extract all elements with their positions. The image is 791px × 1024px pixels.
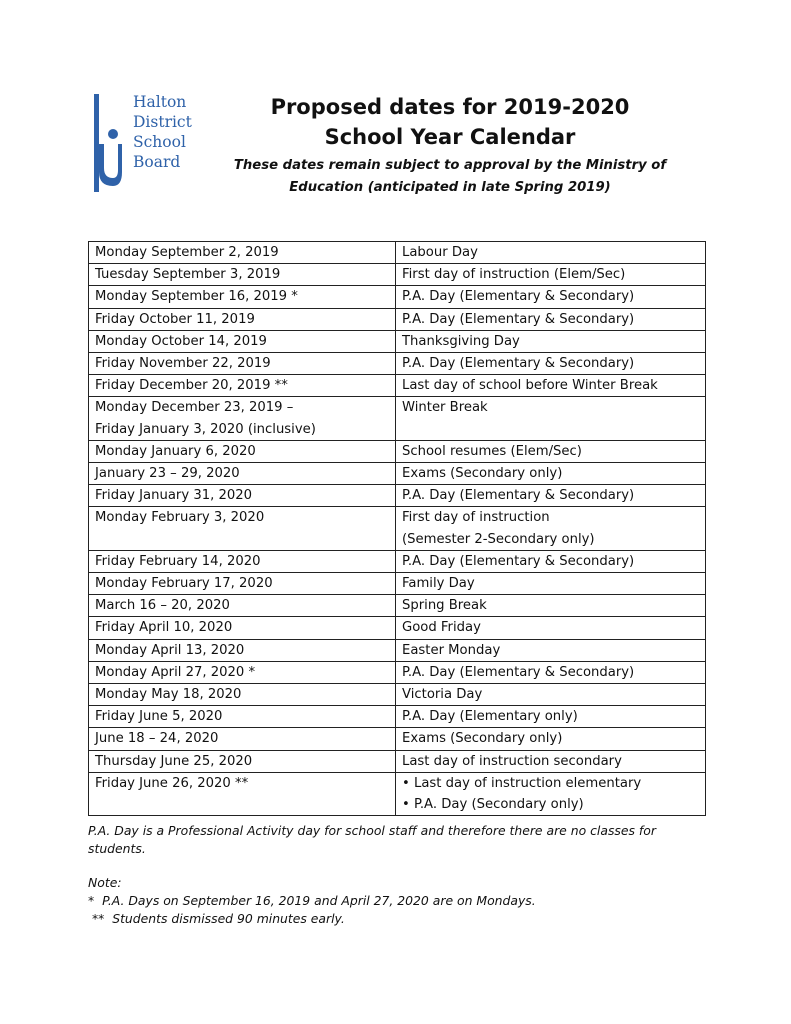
table-row [89, 330, 706, 352]
table-row [89, 639, 706, 661]
date-text: January 23 – 29, 2020 [95, 466, 240, 482]
date-text: Monday September 16, 2019 * [95, 289, 298, 305]
table-row [89, 507, 706, 550]
event-cell [396, 463, 706, 485]
date-cell [89, 728, 396, 750]
date-cell [89, 397, 396, 440]
date-text: Friday December 20, 2019 ** [95, 378, 288, 394]
date-cell [89, 264, 396, 286]
event-cell [396, 706, 706, 728]
note-2: ** Students dismissed 90 minutes early. [88, 911, 345, 926]
footnote-line-1: P.A. Day is a Professional Activity day for school staff and therefore there are no classes for [88, 823, 656, 838]
date-text: March 16 – 20, 2020 [95, 598, 230, 614]
event-cell [396, 595, 706, 617]
pa-day-footnote [88, 822, 688, 858]
event-cell [396, 308, 706, 330]
date-text: June 18 – 24, 2020 [95, 731, 219, 747]
logo-wordmark [133, 92, 192, 172]
table-row [89, 353, 706, 375]
event-text: Last day of school before Winter Break [402, 378, 658, 394]
date-text: Monday April 27, 2020 * [95, 664, 256, 680]
date-cell [89, 617, 396, 639]
event-text: Good Friday [402, 620, 481, 636]
date-cell [89, 639, 396, 661]
event-cell [396, 397, 706, 440]
event-text: Victoria Day [402, 687, 483, 703]
title-line-2: School Year Calendar [324, 125, 576, 149]
header [210, 92, 690, 199]
date-cell [89, 772, 396, 815]
event-cell [396, 728, 706, 750]
table-row [89, 661, 706, 683]
table-row [89, 684, 706, 706]
logo-line: School [133, 133, 186, 151]
event-cell [396, 440, 706, 462]
event-cell [396, 264, 706, 286]
event-text: (Semester 2-Secondary only) [402, 531, 595, 547]
table-row [89, 463, 706, 485]
date-text: Monday October 14, 2019 [95, 333, 267, 349]
date-cell [89, 485, 396, 507]
event-cell [396, 639, 706, 661]
event-text: Easter Monday [402, 642, 501, 658]
event-text: Labour Day [402, 245, 478, 260]
date-text: Friday June 26, 2020 ** [95, 775, 249, 791]
event-cell [396, 485, 706, 507]
table-row [89, 617, 706, 639]
date-text: Monday May 18, 2020 [95, 687, 242, 703]
table-row [89, 440, 706, 462]
date-text: Friday April 10, 2020 [95, 620, 233, 636]
event-text: P.A. Day (Elementary & Secondary) [402, 488, 635, 504]
logo-line: District [133, 113, 192, 131]
event-text: Exams (Secondary only) [402, 731, 563, 747]
title-line-1: Proposed dates for 2019-2020 [270, 95, 630, 119]
table-row [89, 286, 706, 308]
table-row [89, 595, 706, 617]
event-cell [396, 375, 706, 397]
event-cell [396, 507, 706, 550]
event-text: First day of instruction [402, 510, 550, 526]
notes-section [88, 874, 688, 928]
date-text: Friday February 14, 2020 [95, 553, 261, 569]
calendar-table-body [89, 242, 706, 816]
date-cell [89, 573, 396, 595]
date-cell [89, 550, 396, 572]
date-cell [89, 330, 396, 352]
page-title [210, 92, 690, 152]
event-text: • P.A. Day (Secondary only) [402, 797, 584, 813]
date-cell [89, 750, 396, 772]
event-cell [396, 684, 706, 706]
table-row [89, 750, 706, 772]
date-cell [89, 353, 396, 375]
table-row [89, 308, 706, 330]
table-row [89, 706, 706, 728]
event-cell [396, 242, 706, 264]
date-cell [89, 661, 396, 683]
date-text: Friday June 5, 2020 [95, 709, 223, 725]
subtitle-line-1: These dates remain subject to approval by the Ministry of [233, 158, 667, 173]
logo-line: Board [133, 153, 181, 171]
date-cell [89, 440, 396, 462]
table-row [89, 375, 706, 397]
event-text: Exams (Secondary only) [402, 466, 563, 482]
event-cell [396, 330, 706, 352]
event-text: Thanksgiving Day [402, 333, 520, 349]
event-text: P.A. Day (Elementary & Secondary) [402, 311, 635, 327]
event-text: Spring Break [402, 598, 487, 614]
table-row [89, 728, 706, 750]
table-row [89, 397, 706, 440]
event-text: • Last day of instruction elementary [402, 775, 642, 791]
date-text: Friday November 22, 2019 [95, 356, 271, 372]
date-cell [89, 375, 396, 397]
table-row [89, 550, 706, 572]
date-cell [89, 286, 396, 308]
event-cell [396, 661, 706, 683]
footnote-line-2: students. [88, 841, 146, 856]
event-text: Last day of instruction secondary [402, 753, 622, 769]
event-text: P.A. Day (Elementary & Secondary) [402, 553, 635, 569]
date-cell [89, 308, 396, 330]
event-cell [396, 573, 706, 595]
logo-line: Halton [133, 93, 187, 111]
date-text: Monday January 6, 2020 [95, 443, 256, 459]
table-row [89, 485, 706, 507]
date-cell [89, 706, 396, 728]
date-cell [89, 595, 396, 617]
district-logo [92, 92, 202, 196]
table-row [89, 264, 706, 286]
event-text: School resumes (Elem/Sec) [402, 443, 582, 459]
date-cell [89, 242, 396, 264]
date-cell [89, 507, 396, 550]
event-text: P.A. Day (Elementary only) [402, 709, 578, 725]
logo-figure-icon [96, 128, 122, 190]
date-text: Friday January 3, 2020 (inclusive) [95, 421, 316, 437]
event-cell [396, 550, 706, 572]
date-cell [89, 684, 396, 706]
event-cell [396, 353, 706, 375]
date-text: Monday April 13, 2020 [95, 642, 245, 658]
notes-heading: Note: [88, 875, 122, 890]
event-cell [396, 286, 706, 308]
date-text: Monday December 23, 2019 – [95, 400, 294, 416]
date-text: Thursday June 25, 2020 [95, 753, 253, 769]
approval-note [210, 155, 690, 199]
date-text: Friday October 11, 2019 [95, 311, 255, 327]
date-text: Monday February 17, 2020 [95, 576, 273, 592]
note-1: * P.A. Days on September 16, 2019 and April 27, 2020 are on Mondays. [88, 893, 536, 908]
event-text: First day of instruction (Elem/Sec) [402, 267, 626, 283]
date-cell [89, 463, 396, 485]
table-row [89, 772, 706, 815]
event-text: P.A. Day (Elementary & Secondary) [402, 289, 635, 305]
table-row [89, 573, 706, 595]
event-cell [396, 750, 706, 772]
table-row [89, 242, 706, 264]
date-text: Monday September 2, 2019 [95, 245, 279, 260]
event-cell [396, 617, 706, 639]
subtitle-line-2: Education (anticipated in late Spring 2019) [289, 180, 611, 195]
calendar-table [88, 241, 706, 816]
event-text: P.A. Day (Elementary & Secondary) [402, 664, 635, 680]
date-text: Monday February 3, 2020 [95, 510, 265, 526]
event-text: Family Day [402, 576, 475, 592]
date-text: Tuesday September 3, 2019 [95, 267, 281, 283]
event-text: Winter Break [402, 400, 488, 416]
event-text: P.A. Day (Elementary & Secondary) [402, 356, 635, 372]
date-text: Friday January 31, 2020 [95, 488, 253, 504]
event-cell [396, 772, 706, 815]
